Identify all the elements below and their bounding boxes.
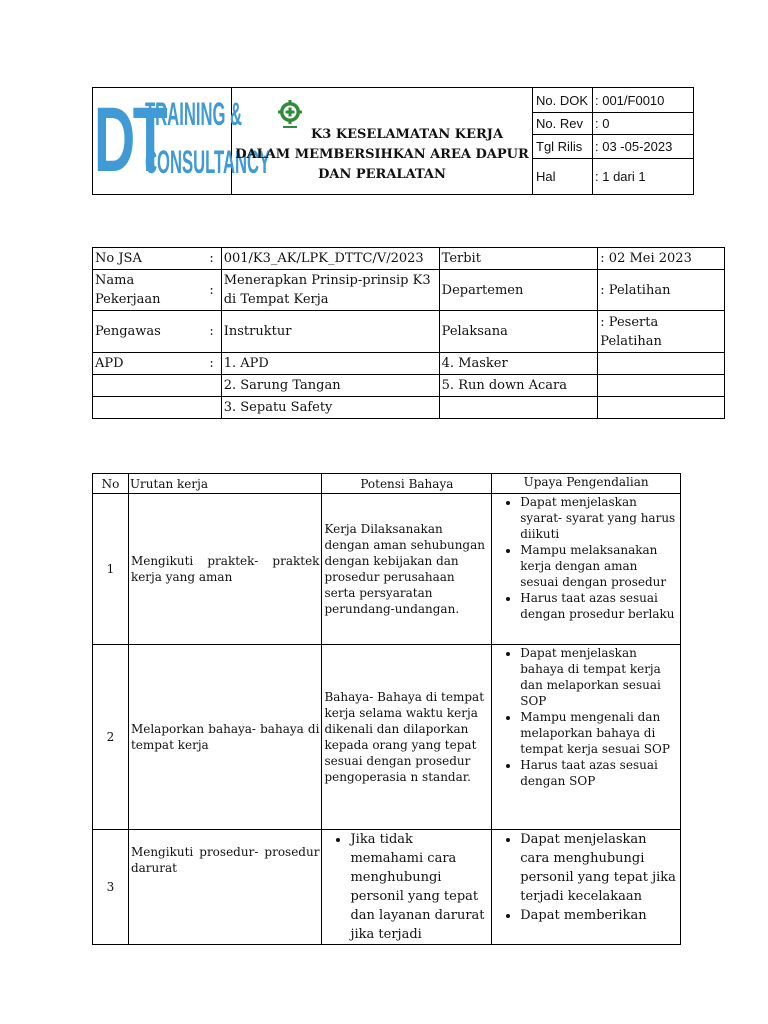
list-item: • Dapat menjelaskan syarat- syarat yang harus diikuti [520, 494, 678, 542]
meta-value: : 001/F0010 [593, 88, 694, 113]
meta-key: No. Rev [533, 113, 593, 135]
row-number: 2 [93, 645, 129, 830]
pelaksana-label: Pelaksana [439, 311, 598, 353]
list-item: • Jika tidak memahami cara menghubungi personil yang tepat dan layanan darurat jika terjadi [350, 830, 489, 944]
pelaksana-value: : Peserta Pelatihan [598, 311, 725, 353]
departemen-label: Departemen [439, 270, 598, 311]
meta-key: Hal [533, 159, 593, 195]
colon: : [202, 248, 221, 270]
list-item: • Mampu melaksanakan kerja dengan aman sesuai dengan prosedur [520, 542, 678, 590]
table-row [93, 830, 681, 945]
row-number: 1 [93, 494, 129, 645]
apd-item: 3. Sepatu Safety [221, 397, 439, 419]
terbit-value: : 02 Mei 2023 [598, 248, 725, 270]
list-item: • Dapat memberikan [520, 906, 678, 925]
meta-value: : 1 dari 1 [593, 159, 694, 195]
pengawas-label: Pengawas [93, 311, 203, 353]
column-header: Upaya Pengendalian [492, 474, 681, 494]
column-header: Potensi Bahaya [322, 474, 492, 494]
company-logo [93, 88, 271, 195]
list-item: • Dapat menjelaskan cara menghubungi personil yang tepat jika terjadi kecelakaan [520, 830, 678, 906]
urutan-kerja: Melaporkan bahaya- bahaya di tempat kerja [128, 645, 322, 830]
table-row [93, 494, 681, 645]
potensi-bahaya: Bahaya- Bahaya di tempat kerja selama waktu kerja dikenali dan dilaporkan kepada orang yang tepat sesuai dengan prosedur pengoperasia n standar. [322, 645, 492, 830]
upaya-pengendalian [492, 645, 681, 830]
apd-item: 4. Masker [439, 353, 598, 375]
meta-value: : 0 [593, 113, 694, 135]
colon: : [202, 270, 221, 311]
urutan-kerja: Mengikuti praktek- praktek kerja yang aman [128, 494, 322, 645]
meta-value: : 03 -05-2023 [593, 135, 694, 159]
jsa-info-table [92, 247, 725, 419]
list-item: • Mampu mengenali dan melaporkan bahaya di tempat kerja sesuai SOP [520, 709, 678, 757]
upaya-pengendalian [492, 494, 681, 645]
title-line-3: DAN PERALATAN [318, 167, 446, 182]
column-header: Urutan kerja [128, 474, 322, 494]
meta-key: Tgl Rilis [533, 135, 593, 159]
colon: : [202, 353, 221, 375]
urutan-kerja: Mengikuti prosedur- prosedur darurat [128, 830, 322, 945]
logo-dt-letters: DT [94, 89, 166, 191]
nama-pekerjaan-label: Nama Pekerjaan [93, 270, 203, 311]
nama-pekerjaan-value: Menerapkan Prinsip-prinsip K3 di Tempat Kerja [221, 270, 439, 311]
hazard-control-table [92, 473, 681, 945]
no-jsa-value: 001/K3_AK/LPK_DTTC/V/2023 [221, 248, 439, 270]
terbit-label: Terbit [439, 248, 598, 270]
departemen-value: : Pelatihan [598, 270, 725, 311]
pengawas-value: Instruktur [221, 311, 439, 353]
list-item: • Dapat menjelaskan bahaya di tempat kerja dan melaporkan sesuai SOP [520, 645, 678, 709]
apd-item: 5. Run down Acara [439, 375, 598, 397]
column-header: No [93, 474, 129, 494]
title-line-2: DALAM MEMBERSIHKAN AREA DAPUR [235, 147, 529, 162]
list-item: • Harus taat azas sesuai dengan SOP [520, 757, 678, 789]
table-row [93, 645, 681, 830]
title-line-1: K3 KESELAMATAN KERJA [310, 127, 504, 142]
potensi-bahaya [322, 830, 492, 945]
meta-key: No. DOK [533, 88, 593, 113]
colon: : [202, 311, 221, 353]
apd-item: 1. APD [221, 353, 439, 375]
logo-training-text: TRAINING & CONSULTANCY [145, 96, 271, 180]
row-number: 3 [93, 830, 129, 945]
document-header [92, 87, 694, 195]
no-jsa-label: No JSA [93, 248, 203, 270]
upaya-pengendalian [492, 830, 681, 945]
list-item: • Harus taat azas sesuai dengan prosedur berlaku [520, 590, 678, 622]
apd-item: 2. Sarung Tangan [221, 375, 439, 397]
apd-label: APD [93, 353, 203, 375]
potensi-bahaya: Kerja Dilaksanakan dengan aman sehubungan dengan kebijakan dan prosedur perusahaan serta persyaratan perundang-undangan. [322, 494, 492, 645]
document-title [232, 88, 533, 195]
